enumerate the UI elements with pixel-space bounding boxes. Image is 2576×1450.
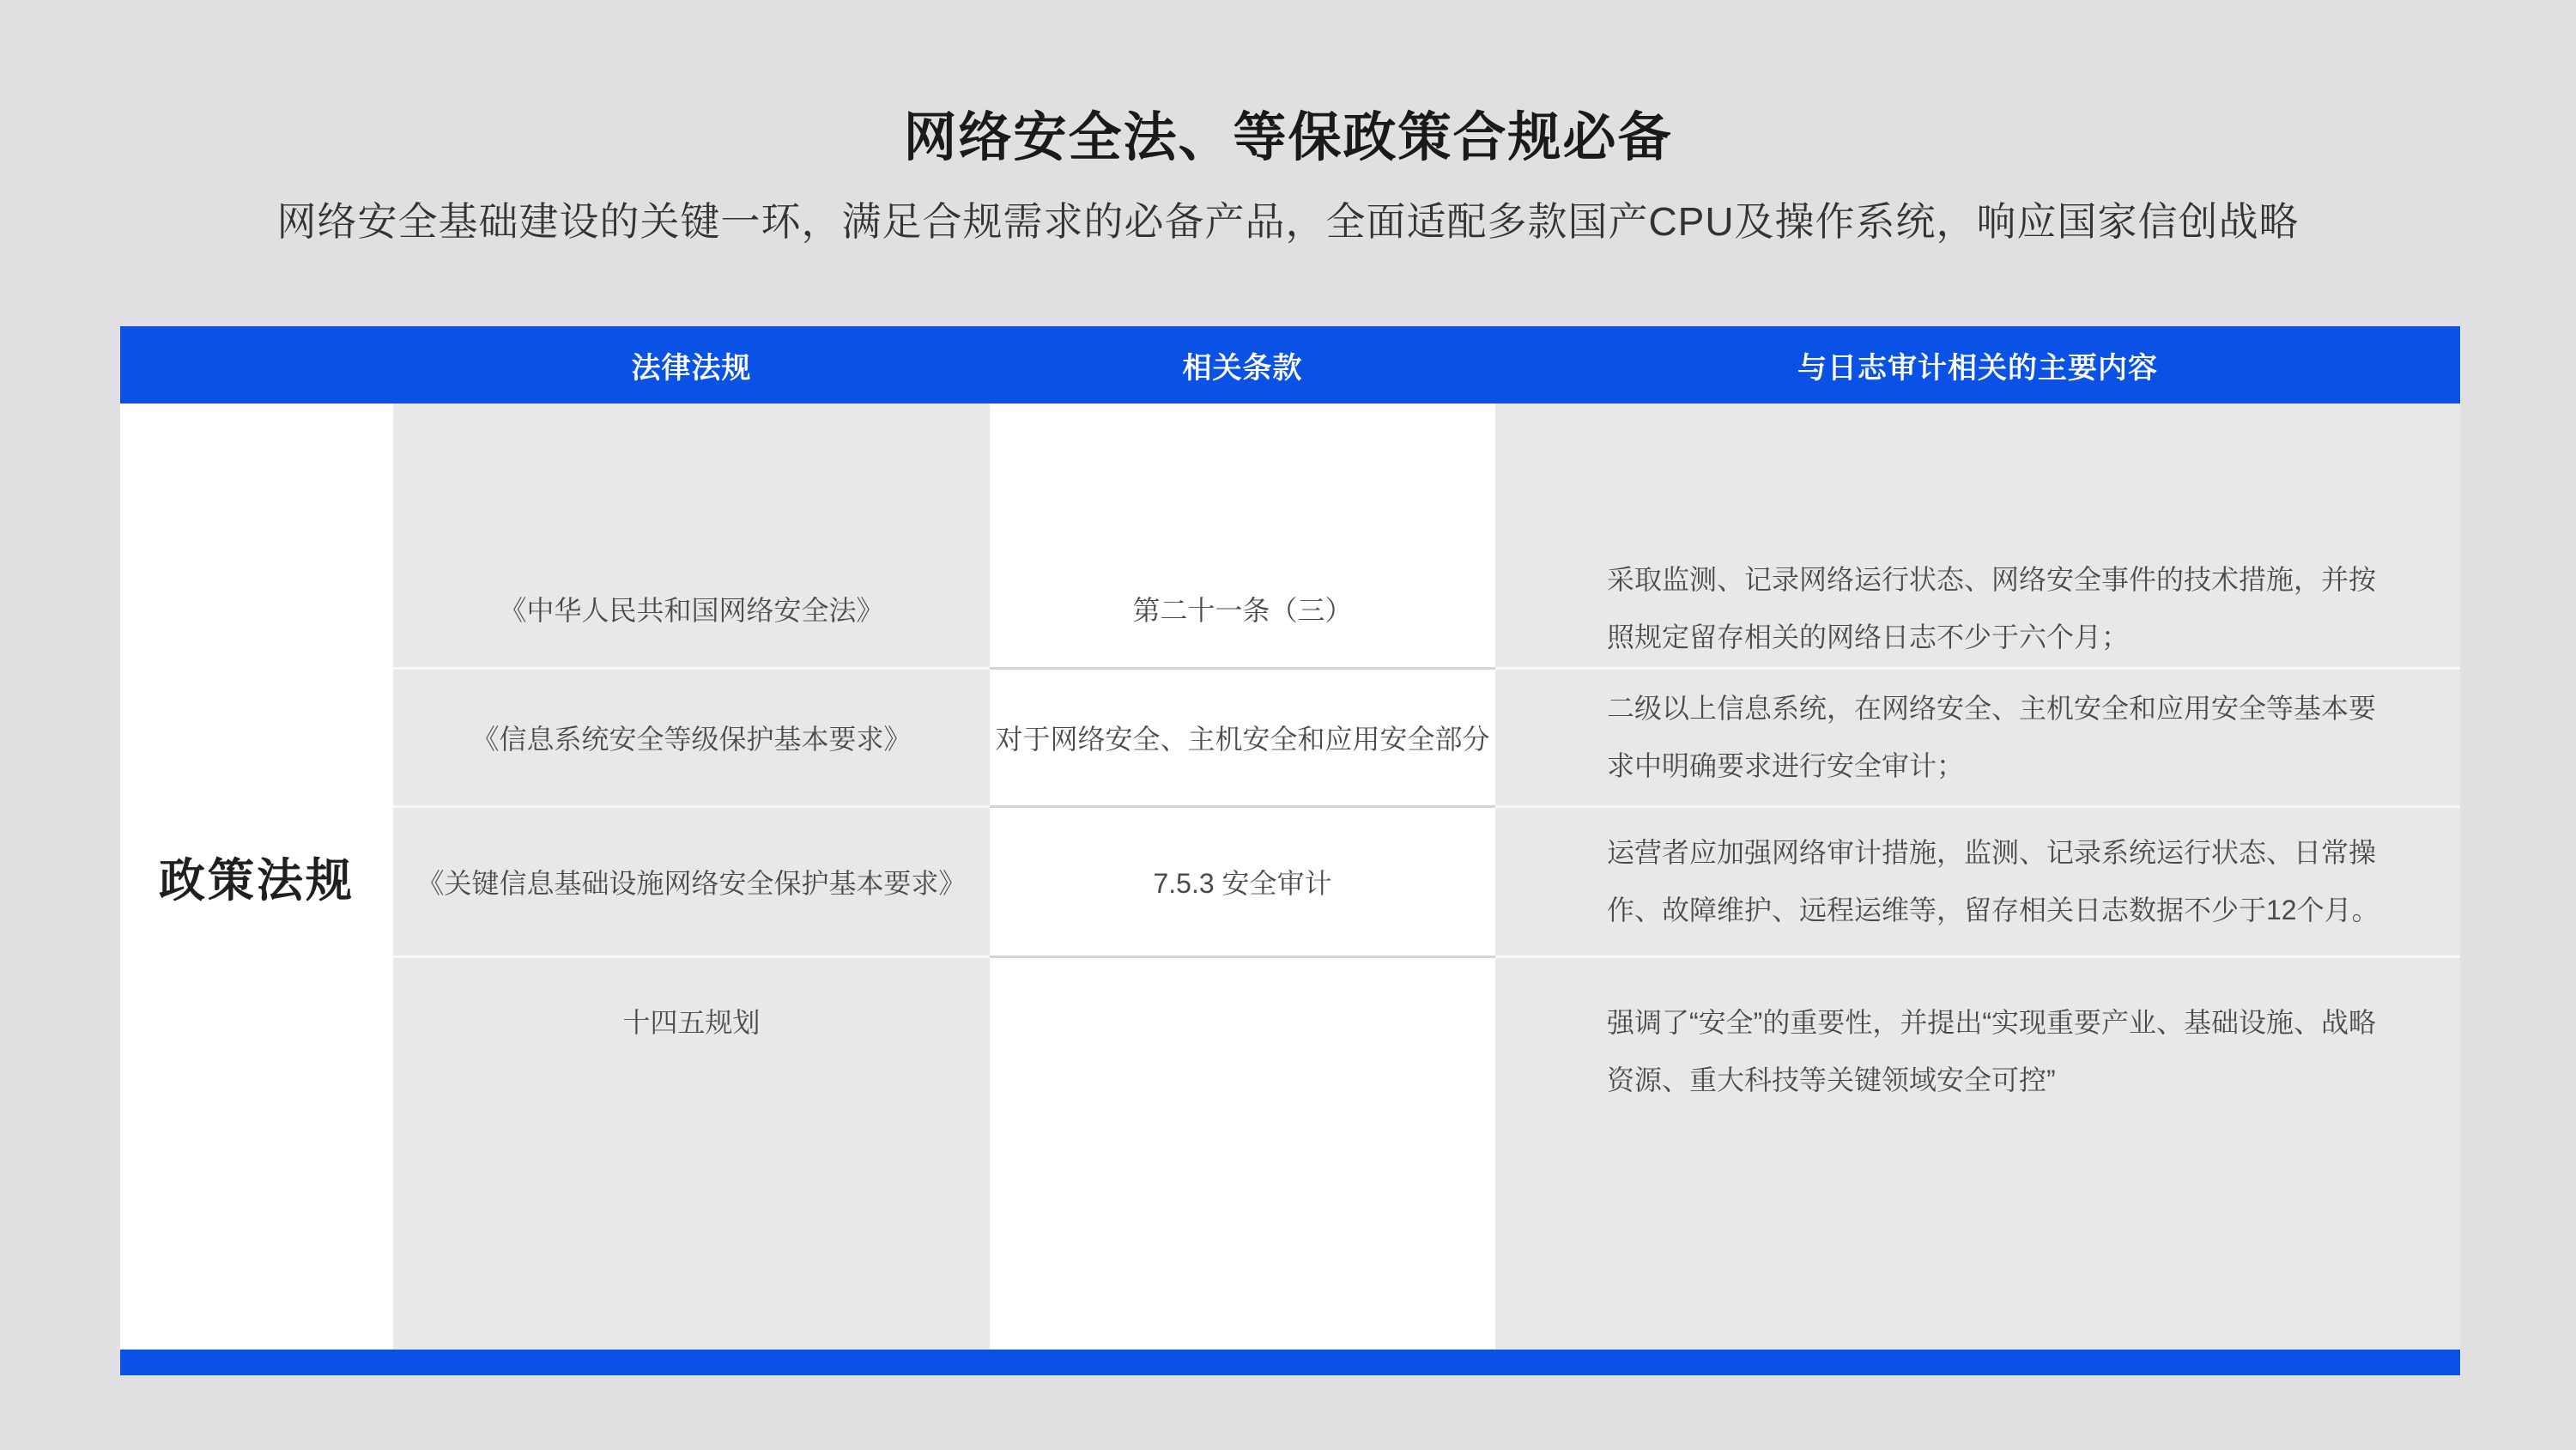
table-body bbox=[120, 403, 2460, 1350]
compliance-table bbox=[120, 326, 2460, 1375]
table-cell-content-text-row2: 二级以上信息系统，在网络安全、主机安全和应用安全等基本要求中明确要求进行安全审计； bbox=[1607, 693, 2377, 781]
table-cell-law-row1 bbox=[393, 403, 990, 670]
table-header-spacer bbox=[120, 326, 393, 403]
table-cell-law-text-row1: 《中华人民共和国网络安全法》 bbox=[499, 594, 884, 626]
table-cell-clause-row2 bbox=[990, 670, 1495, 808]
table-cell-law-row2 bbox=[393, 670, 990, 808]
table-cell-law-text-row3: 《关键信息基础设施网络安全保护基本要求》 bbox=[416, 868, 967, 899]
table-header-content: 与日志审计相关的主要内容 bbox=[1797, 351, 2158, 385]
table-cell-content-text-row4: 强调了“安全”的重要性，并提出“实现重要产业、基础设施、战略资源、重大科技等关键领域安全可控” bbox=[1607, 1007, 2376, 1095]
table-header-row bbox=[120, 326, 2460, 403]
table-cell-clause-text-row1: 第二十一条（三） bbox=[1132, 594, 1353, 626]
table-cell-content-row4 bbox=[1495, 958, 2460, 1350]
table-cell-law-text-row4: 十四五规划 bbox=[622, 1007, 761, 1038]
table-footer-bar bbox=[120, 1350, 2460, 1375]
table-cell-content-text-row3: 运营者应加强网络审计措施，监测、记录系统运行状态、日常操作、故障维护、远程运维等，留存相关日志数据不少于12个月。 bbox=[1607, 837, 2379, 925]
table-cell-clause-row1 bbox=[990, 403, 1495, 670]
table-cell-content-row1 bbox=[1495, 403, 2460, 670]
table-cell-clause-text-row2: 对于网络安全、主机安全和应用安全部分 bbox=[995, 724, 1490, 755]
table-header-law: 法律法规 bbox=[631, 351, 752, 385]
page-title: 网络安全法、等保政策合规必备 bbox=[903, 108, 1673, 167]
table-cell-law-row3 bbox=[393, 808, 990, 958]
table-cell-law-text-row2: 《信息系统安全等级保护基本要求》 bbox=[471, 724, 912, 755]
page-subtitle: 网络安全基础建设的关键一环，满足合规需求的必备产品，全面适配多款国产CPU及操作系统，响应国家信创战略 bbox=[276, 199, 2300, 244]
table-cell-clause-text-row3: 7.5.3 安全审计 bbox=[1153, 868, 1332, 899]
table-cell-content-text-row1: 采取监测、记录网络运行状态、网络安全事件的技术措施，并按照规定留存相关的网络日志不少于六个月； bbox=[1607, 563, 2377, 652]
table-cell-content-row2 bbox=[1495, 670, 2460, 808]
table-header-clause: 相关条款 bbox=[1182, 351, 1303, 385]
row-group-label: 政策法规 bbox=[120, 403, 393, 1350]
table-cell-content-row3 bbox=[1495, 808, 2460, 958]
table-cell-clause-row4 bbox=[990, 958, 1495, 1350]
table-cell-law-row4 bbox=[393, 958, 990, 1350]
table-cell-clause-row3 bbox=[990, 808, 1495, 958]
